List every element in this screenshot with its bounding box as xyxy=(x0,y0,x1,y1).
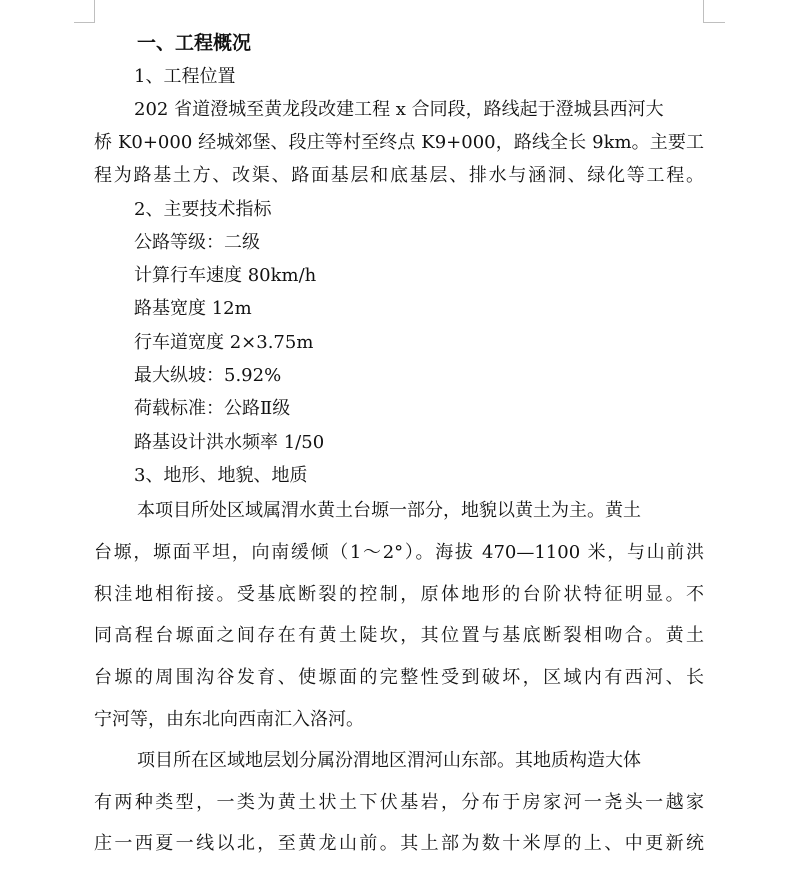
paragraph-line: 有两种类型，一类为黄土状土下伏基岩，分布于房家河一尧头一越家 xyxy=(94,792,704,813)
spec-item: 最大纵坡：5.92% xyxy=(134,365,282,386)
paragraph-line: 台塬，塬面平坦，向南缓倾（1～2°）。海拔 470—1100 米，与山前洪 xyxy=(94,542,704,563)
spec-item: 计算行车速度 80km/h xyxy=(134,265,317,286)
paragraph-line: 程为路基土方、改渠、路面基层和底基层、排水与涵洞、绿化等工程。 xyxy=(94,165,704,186)
subsection-title-location: 1、工程位置 xyxy=(134,66,236,87)
spec-item: 路基宽度 12m xyxy=(134,298,252,319)
paragraph-line: 宁河等，由东北向西南汇入洛河。 xyxy=(94,709,364,730)
spec-item: 荷载标准：公路Ⅱ级 xyxy=(134,398,291,419)
paragraph-line: 桥 K0+000 经城郊堡、段庄等村至终点 K9+000，路线全长 9km。主要工 xyxy=(94,132,704,153)
section-title: 一、工程概况 xyxy=(137,32,252,54)
spec-item: 公路等级：二级 xyxy=(134,232,260,253)
subsection-title-terrain: 3、地形、地貌、地质 xyxy=(134,465,308,486)
paragraph-line: 同高程台塬面之间存在有黄土陡坎，其位置与基底断裂相吻合。黄土 xyxy=(94,625,704,646)
subsection-title-specs: 2、主要技术指标 xyxy=(134,199,272,220)
spec-item: 路基设计洪水频率 1/50 xyxy=(134,432,325,453)
paragraph-line: 积洼地相衔接。受基底断裂的控制，原体地形的台阶状特征明显。不 xyxy=(94,584,704,605)
paragraph-line: 项目所在区域地层划分属汾渭地区渭河山东部。其地质构造大体 xyxy=(137,750,641,771)
spec-item: 行车道宽度 2×3.75m xyxy=(134,332,314,353)
paragraph-line: 本项目所处区域属渭水黄土台塬一部分，地貌以黄土为主。黄土 xyxy=(137,500,641,521)
paragraph-line: 庄一西夏一线以北，至黄龙山前。其上部为数十米厚的上、中更新统 xyxy=(94,833,704,854)
paragraph-line: 台塬的周围沟谷发育、使塬面的完整性受到破坏，区域内有西河、长 xyxy=(94,667,704,688)
paragraph-line: 202 省道澄城至黄龙段改建工程 x 合同段，路线起于澄城县西河大 xyxy=(134,99,664,120)
